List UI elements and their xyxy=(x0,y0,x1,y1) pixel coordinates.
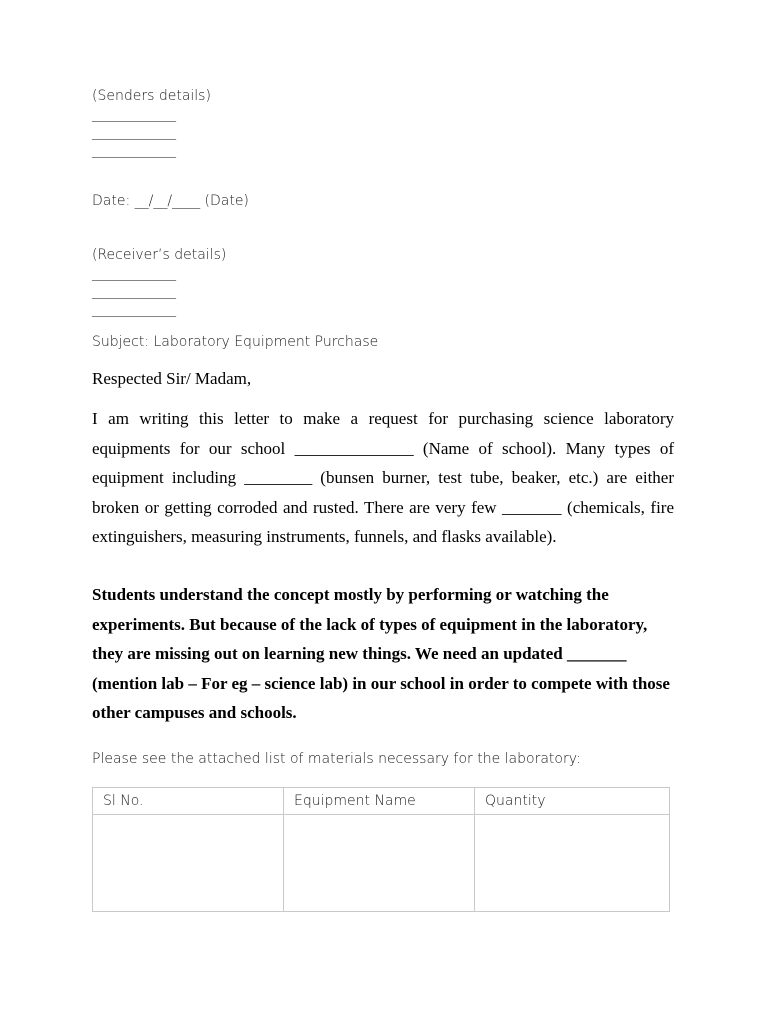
body-paragraph-2 xyxy=(92,580,674,728)
senders-line: ____________ xyxy=(92,106,176,122)
cell-sl-no[interactable] xyxy=(93,815,284,912)
receivers-line: ____________ xyxy=(92,283,176,299)
senders-line: ____________ xyxy=(92,124,176,140)
table-row xyxy=(93,815,670,912)
salutation: Respected Sir/ Madam, xyxy=(92,369,252,388)
senders-line: ____________ xyxy=(92,142,176,158)
body-paragraph-1 xyxy=(92,404,674,552)
receivers-details xyxy=(92,246,226,318)
date-line: Date: __/__/____ (Date) xyxy=(92,193,249,209)
senders-label: (Senders details) xyxy=(92,88,211,104)
receivers-line: ____________ xyxy=(92,265,176,281)
header-equipment-name: Equipment Name xyxy=(284,788,475,815)
cell-equipment-name[interactable] xyxy=(284,815,475,912)
attached-note: Please see the attached list of materials necessary for the laboratory: xyxy=(92,751,581,767)
table-header-row xyxy=(93,788,670,815)
paragraph-text: I am writing this letter to make a request for purchasing science laboratory equipments for our school ______________ (Name of school). Many types of equipment including ________ (bunsen burner, test tube, beaker, etc.) are either broken or getting corroded and rusted. There are very few _______ (chemicals, fire extinguishers, measuring instruments, funnels, and flasks available). xyxy=(92,409,674,546)
receivers-label: (Receiver’s details) xyxy=(92,247,227,263)
header-quantity: Quantity xyxy=(475,788,670,815)
receivers-line: ____________ xyxy=(92,301,176,317)
equipment-table xyxy=(92,787,670,912)
paragraph-text: Students understand the concept mostly by performing or watching the experiments. But because of the lack of types of equipment in the laboratory, they are missing out on learning new things. We need an updated _______ (mention lab – For eg – science lab) in our school in order to compete with those other campuses and schools. xyxy=(92,585,670,722)
header-sl-no: Sl No. xyxy=(93,788,284,815)
subject-line: Subject: Laboratory Equipment Purchase xyxy=(92,334,379,350)
senders-details xyxy=(92,87,211,159)
cell-quantity[interactable] xyxy=(475,815,670,912)
